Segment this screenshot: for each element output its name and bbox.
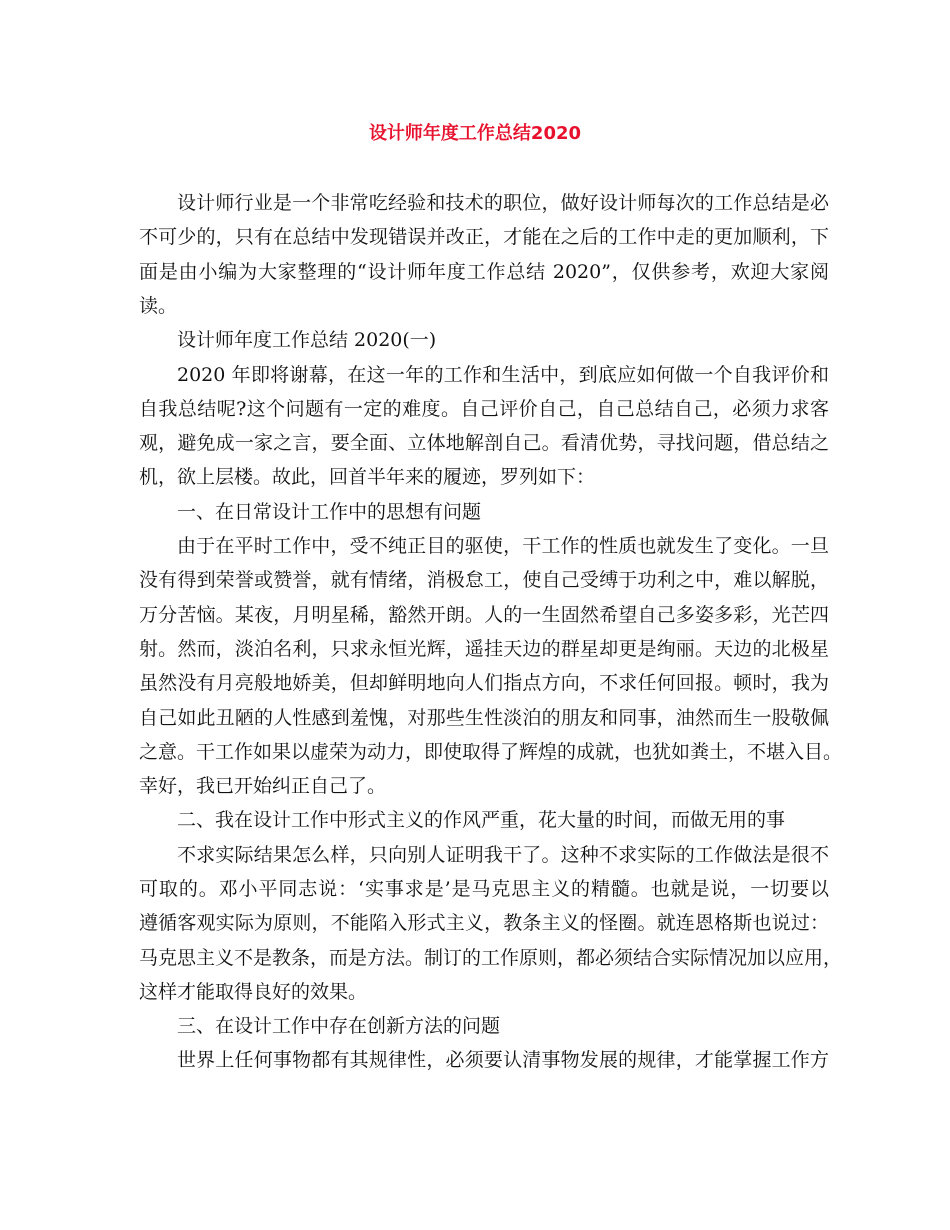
text-line: 机，欲上层楼。故此，回首半年来的履迹，罗列如下： [139,466,596,488]
text-line: 不可少的，只有在总结中发现错误并改正，才能在之后的工作中走的更加顺利，下 [139,226,829,248]
text-line: 马克思主义不是教条，而是方法。制订的工作原则，都必须结合实际情况加以应用， [139,947,843,969]
text-line: 可取的。邓小平同志说：‘实事求是’是马克思主义的精髓。也就是说，一切要以 [139,878,829,900]
text-line: 没有得到荣誉或赞誉，就有情绪，消极怠工，使自己受缚于功利之中，难以解脱， [139,569,829,591]
text-line: 设计师年度工作总结 2020(一) [177,329,437,351]
text-line: 遵循客观实际为原则，不能陷入形式主义，教条主义的怪圈。就连恩格斯也说过： [139,912,829,934]
text-line: 不求实际结果怎么样，只向别人证明我干了。这种不求实际的工作做法是很不 [177,844,829,866]
text-line: 自己如此丑陋的人性感到羞愧，对那些生性淡泊的朋友和同事，油然而生一股敬佩 [139,707,829,729]
text-line: 自我总结呢?这个问题有一定的难度。自己评价自己，自己总结自己，必须力求客 [139,398,829,420]
text-line: 之意。干工作如果以虚荣为动力，即使取得了辉煌的成就，也犹如粪土，不堪入目。 [139,741,843,763]
text-line: 世界上任何事物都有其规律性，必须要认清事物发展的规律，才能掌握工作方 [177,1049,829,1071]
text-line: 万分苦恼。某夜，月明星稀，豁然开朗。人的一生固然希望自己多姿多彩，光芒四 [139,604,829,626]
text-line: 观，避免成一家之言，要全面、立体地解剖自己。看清优势，寻找问题，借总结之 [139,432,829,454]
text-line: 射。然而，淡泊名利，只求永恒光辉，遥挂天边的群星却更是绚丽。天边的北极星 [139,638,829,660]
text-line: 读。 [139,295,178,317]
text-line: 虽然没有月亮般地娇美，但却鲜明地向人们指点方向，不求任何回报。顿时，我为 [139,672,829,694]
text-line: 二、我在设计工作中形式主义的作风严重，花大量的时间，而做无用的事 [177,809,786,831]
text-line: 一、在日常设计工作中的思想有问题 [177,501,482,523]
text-line: 设计师行业是一个非常吃经验和技术的职位，做好设计师每次的工作总结是必 [177,192,829,214]
text-line: 三、在设计工作中存在创新方法的问题 [177,1015,501,1037]
text-line: 面是由小编为大家整理的“设计师年度工作总结 2020”，仅供参考，欢迎大家阅 [139,261,829,283]
text-line: 这样才能取得良好的效果。 [139,981,368,1003]
document-title: 设计师年度工作总结2020 [368,123,582,144]
text-line: 幸好，我已开始纠正自己了。 [139,775,387,797]
text-line: 由于在平时工作中，受不纯正目的驱使，干工作的性质也就发生了变化。一旦 [177,535,829,557]
text-line: 2020 年即将谢幕，在这一年的工作和生活中，到底应如何做一个自我评价和 [177,364,829,386]
